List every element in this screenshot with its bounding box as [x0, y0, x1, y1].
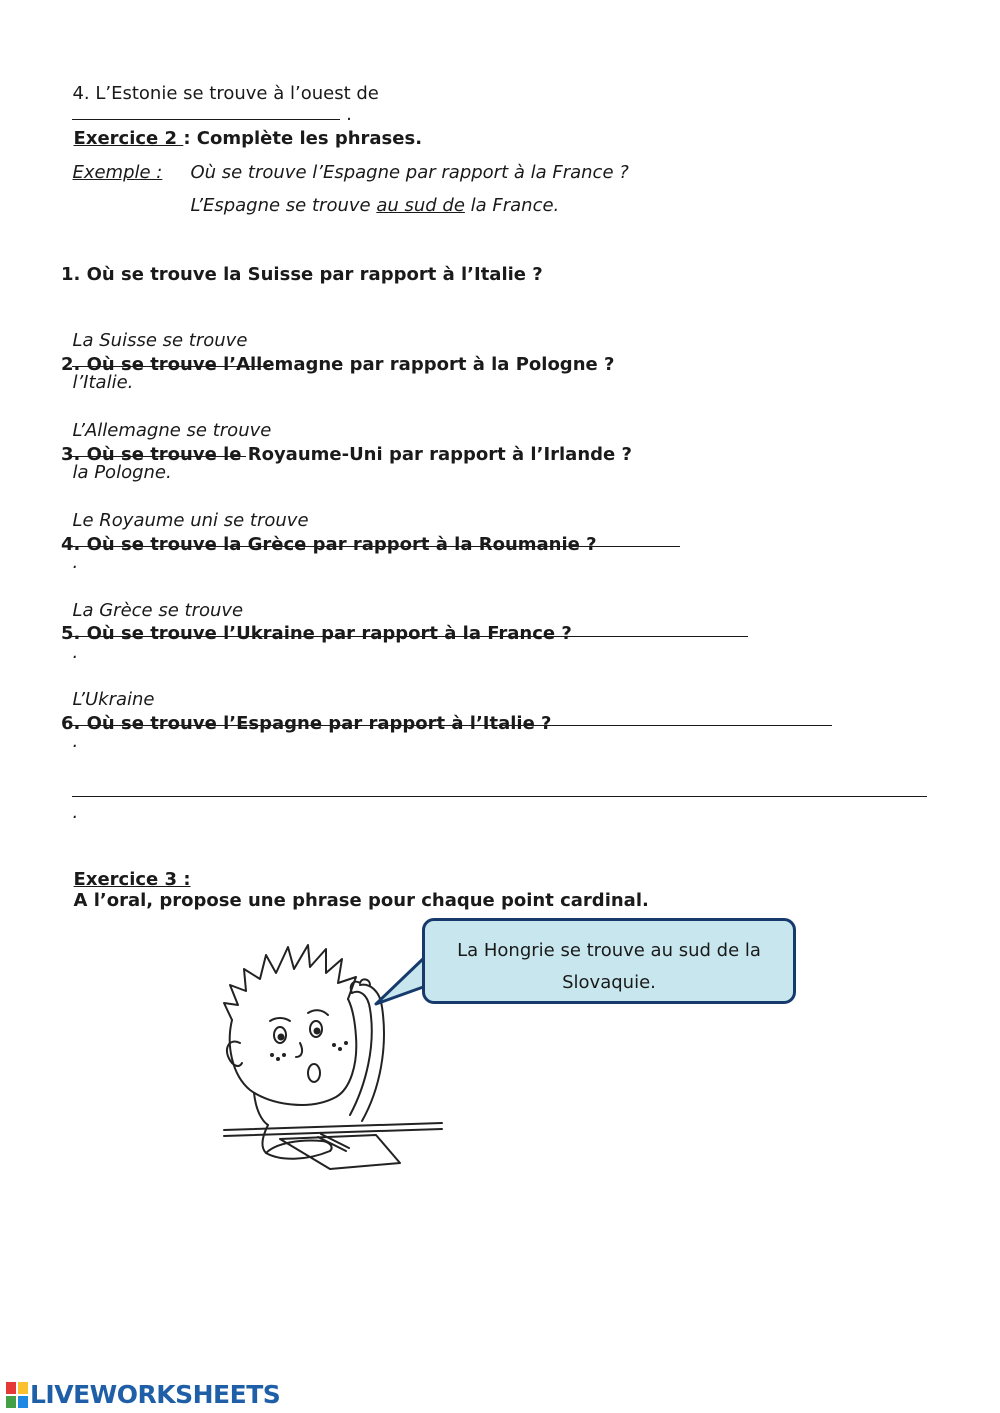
exercise2-sep: :: [183, 128, 197, 149]
answer-4-end: .: [72, 642, 79, 663]
question-5: 5. Où se trouve l’Ukraine par rapport à la France ?: [61, 623, 572, 644]
answer-6-blank[interactable]: [72, 782, 927, 797]
example-question: Où se trouve l’Espagne par rapport à la France ?: [190, 162, 629, 183]
answer-6-end: .: [72, 802, 79, 823]
bubble-line-1: La Hongrie se trouve au sud de la: [457, 940, 761, 961]
answer-5-end: .: [72, 731, 79, 752]
answer-5-start: L’Ukraine: [72, 689, 155, 710]
prev-item-text: 4. L’Estonie se trouve à l’ouest de: [72, 83, 379, 104]
speech-bubble: [422, 918, 796, 1004]
exercise3-title: A l’oral, propose une phrase pour chaque point cardinal.: [73, 890, 649, 911]
answer-1-end: l’Italie.: [72, 372, 134, 393]
question-3: 3. Où se trouve le Royaume-Uni par rapport à l’Irlande ?: [61, 444, 632, 465]
example-answer-end: la France.: [464, 195, 560, 216]
question-2: 2. Où se trouve l’Allemagne par rapport à la Pologne ?: [61, 354, 615, 375]
answer-4-start: La Grèce se trouve: [72, 600, 244, 621]
question-1: 1. Où se trouve la Suisse par rapport à l’Italie ?: [61, 264, 543, 285]
exercise2-title: Complète les phrases.: [196, 128, 423, 149]
question-6: 6. Où se trouve l’Espagne par rapport à l’Italie ?: [61, 713, 552, 734]
example-answer-key: au sud de: [376, 195, 465, 216]
answer-4: [61, 579, 748, 663]
exercise3-label: Exercice 3 :: [73, 869, 191, 890]
bubble-line-2: Slovaquie.: [562, 972, 656, 993]
answer-3: [61, 489, 680, 573]
logo-blocks-icon: [6, 1382, 28, 1408]
answer-1-start: La Suisse se trouve: [72, 330, 248, 351]
question-4: 4. Où se trouve la Grèce par rapport à la Roumanie ?: [61, 534, 597, 555]
answer-3-start: Le Royaume uni se trouve: [72, 510, 309, 531]
answer-3-end: .: [72, 552, 79, 573]
exercise2-label: Exercice 2: [73, 128, 184, 149]
answer-5: [61, 668, 832, 752]
exercise3-header: [61, 848, 649, 911]
answer-2: [61, 399, 271, 483]
answer-2-start: L’Allemagne se trouve: [72, 420, 272, 441]
prev-item-end: .: [340, 104, 352, 125]
example-label: Exemple :: [72, 162, 163, 183]
answer-6: [61, 760, 927, 823]
example-answer-start: L’Espagne se trouve: [190, 195, 377, 216]
bubble-seam: [425, 960, 431, 990]
answer-1: [61, 309, 270, 393]
liveworksheets-logo[interactable]: [6, 1380, 280, 1409]
example-answer: [179, 174, 559, 216]
logo-text: LIVEWORKSHEETS: [30, 1380, 281, 1409]
answer-2-end: la Pologne.: [72, 462, 172, 483]
